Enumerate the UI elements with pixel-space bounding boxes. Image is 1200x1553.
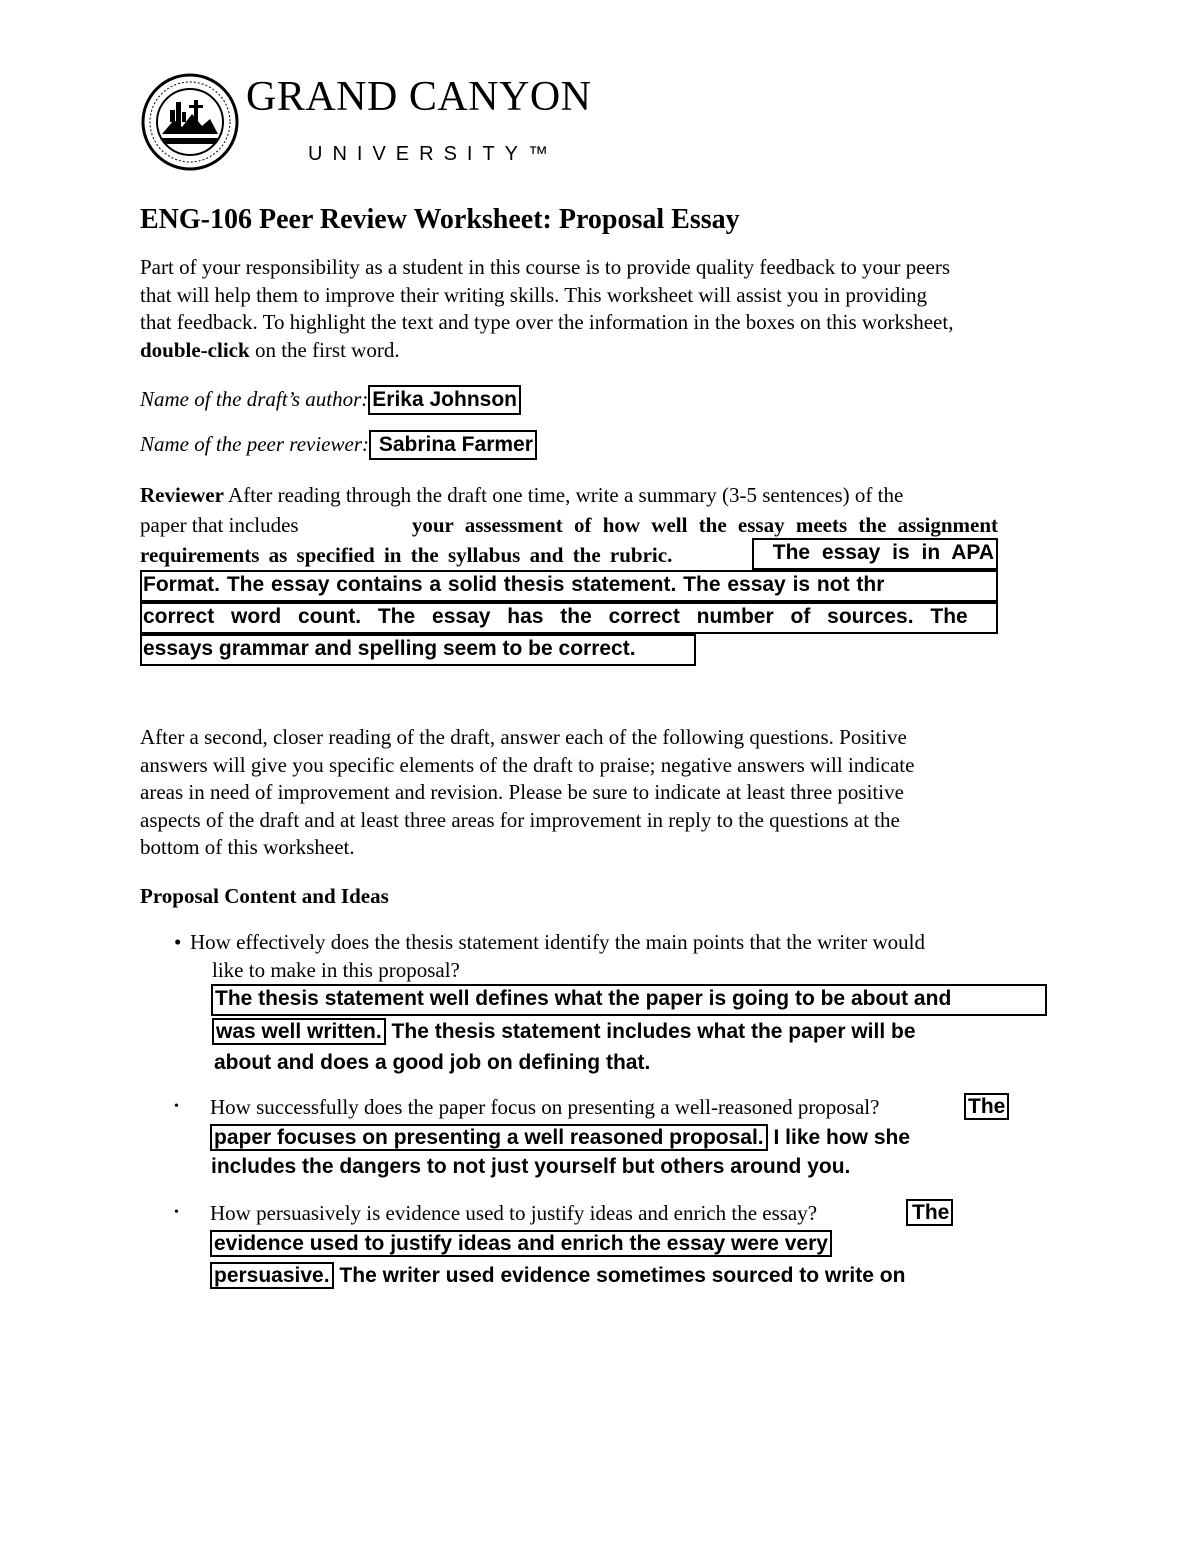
answer-line[interactable] xyxy=(964,1092,1009,1122)
university-logo xyxy=(140,72,590,172)
answer-boxed-text[interactable]: was well written. xyxy=(212,1018,386,1045)
intro-line: that will help them to improve their writing skills. This worksheet will assist you in providing xyxy=(140,282,928,307)
answer-text[interactable]: The writer used evidence sometimes sourced to write on xyxy=(333,1264,906,1287)
answer-line[interactable] xyxy=(210,1261,905,1291)
answer-line[interactable] xyxy=(906,1198,953,1228)
question-text: How successfully does the paper focus on presenting a well-reasoned proposal? xyxy=(210,1095,880,1119)
intro-line: Part of your responsibility as a student in this course is to provide quality feedback to your peers xyxy=(140,255,951,279)
instructions-line: areas in need of improvement and revision. Please be sure to indicate at least three positive xyxy=(140,780,904,804)
answer-text[interactable]: The thesis statement includes what the paper will be xyxy=(385,1020,916,1043)
instructions-line: answers will give you specific elements of the draft to praise; negative answers will indicate xyxy=(140,752,915,777)
summary-answer-line[interactable]: essays grammar and spelling seem to be correct. xyxy=(143,637,636,660)
bullet-icon: • xyxy=(174,930,182,954)
author-label: Name of the draft’s author: xyxy=(140,387,369,411)
summary-emphasis: requirements as specified in the syllabus and the rubric. xyxy=(140,543,673,567)
logo-wordmark: GRAND CANYON xyxy=(246,74,592,120)
author-name-field[interactable]: Erika Johnson xyxy=(368,385,521,415)
question-text: like to make in this proposal? xyxy=(212,958,460,982)
summary-answer-line[interactable]: The essay is in APA xyxy=(772,541,994,564)
double-click-emphasis: double-click xyxy=(140,337,250,362)
answer-line[interactable]: about and does a good job on defining that. xyxy=(214,1051,651,1074)
instructions-paragraph xyxy=(140,724,1060,862)
summary-answer-text[interactable]: Format. The essay contains a solid thesis statement. The essay is not thr xyxy=(143,573,885,596)
instructions-line: bottom of this worksheet. xyxy=(140,835,355,859)
answer-boxed-text[interactable]: The xyxy=(906,1199,953,1226)
author-row xyxy=(140,382,521,416)
logo-subtitle: UNIVERSITY™ xyxy=(308,143,559,165)
answer-line[interactable]: The thesis statement well defines what the paper is going to be about and xyxy=(215,987,952,1010)
bullet-icon: • xyxy=(174,1205,179,1220)
intro-line: that feedback. To highlight the text and type over the information in the boxes on this worksheet, xyxy=(140,310,954,334)
answer-line[interactable] xyxy=(210,1123,910,1153)
reviewer-row xyxy=(140,427,537,461)
summary-line xyxy=(140,510,998,540)
section-heading: Proposal Content and Ideas xyxy=(140,884,389,908)
question-text: How effectively does the thesis statement identify the main points that the writer would xyxy=(190,930,926,954)
answer-boxed-text[interactable]: paper focuses on presenting a well reasoned proposal. xyxy=(210,1124,768,1151)
summary-line-rest: After reading through the draft one time, write a summary (3-5 sentences) of the xyxy=(223,483,904,507)
summary-answer-line[interactable] xyxy=(143,570,995,600)
instructions-line: aspects of the draft and at least three areas for improvement in reply to the questions at the xyxy=(140,807,900,832)
university-seal-icon xyxy=(140,72,240,172)
answer-boxed-text[interactable]: persuasive. xyxy=(210,1262,334,1289)
reviewer-name-field[interactable]: Sabrina Farmer xyxy=(369,430,537,460)
answer-line[interactable] xyxy=(210,1229,832,1259)
answer-line[interactable] xyxy=(212,1017,916,1047)
summary-text: paper that includes xyxy=(140,513,299,537)
summary-paragraph xyxy=(140,480,998,540)
bullet-icon: • xyxy=(174,1099,179,1114)
summary-emphasis: your assessment of how well the essay meets the assignment xyxy=(411,513,998,537)
intro-line-rest: on the first word. xyxy=(249,337,400,362)
answer-line[interactable]: includes the dangers to not just yourself but others around you. xyxy=(211,1155,851,1178)
reviewer-lead: Reviewer xyxy=(140,483,224,507)
summary-answer-line[interactable]: correct word count. The essay has the correct number of sources. The xyxy=(143,605,968,628)
intro-line xyxy=(140,337,1060,365)
question-text: How persuasively is evidence used to justify ideas and enrich the essay? xyxy=(210,1201,818,1225)
reviewer-label: Name of the peer reviewer: xyxy=(140,432,369,456)
instructions-line: After a second, closer reading of the draft, answer each of the following questions. Positive xyxy=(140,725,907,749)
answer-boxed-text[interactable]: evidence used to justify ideas and enrich the essay were very xyxy=(210,1230,832,1257)
page-title: ENG-106 Peer Review Worksheet: Proposal Essay xyxy=(140,204,740,235)
answer-boxed-text[interactable]: The xyxy=(964,1093,1009,1120)
answer-text[interactable]: I like how she xyxy=(767,1126,911,1149)
summary-line xyxy=(140,480,998,510)
intro-paragraph xyxy=(140,254,1060,364)
